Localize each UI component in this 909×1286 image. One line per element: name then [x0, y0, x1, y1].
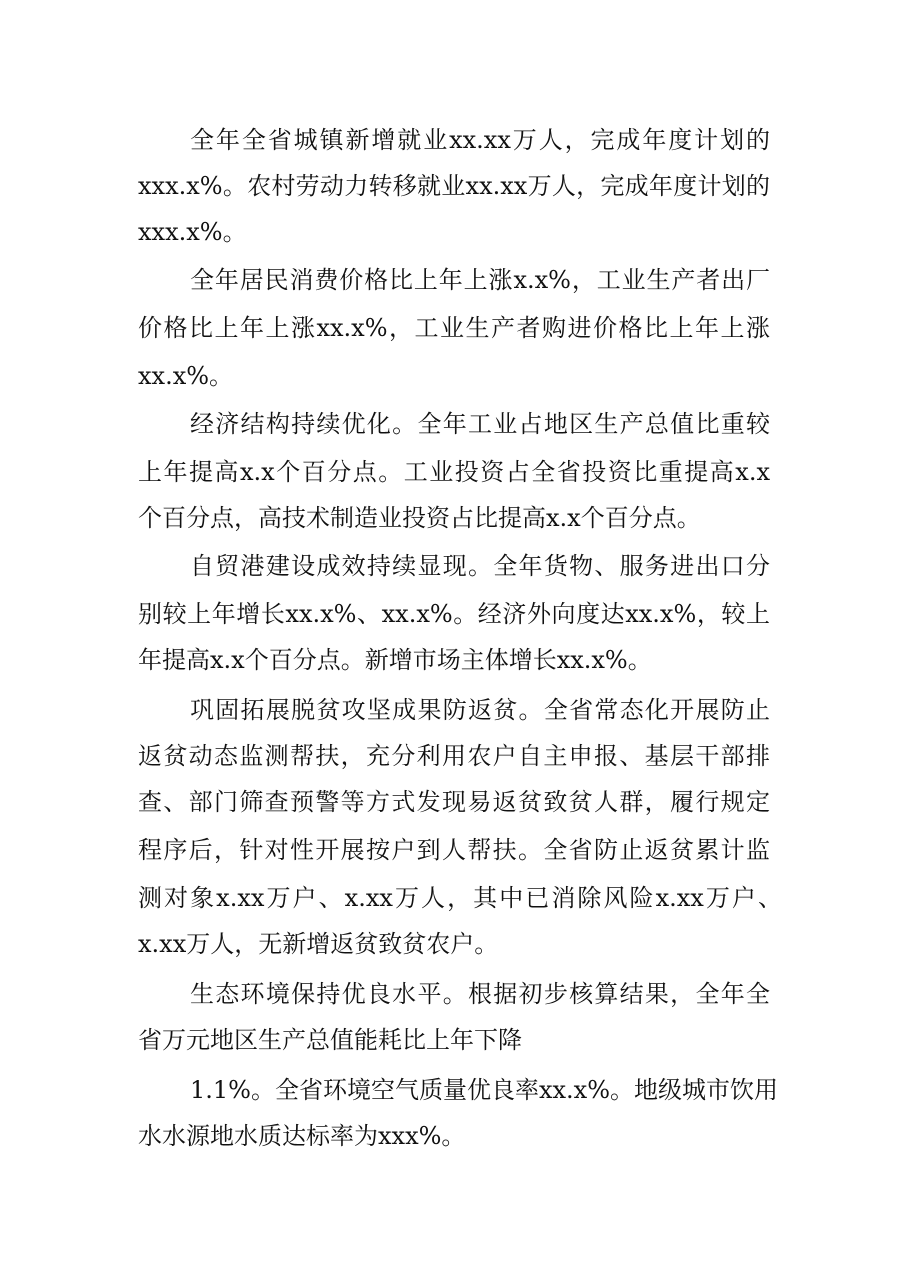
text-line: 巩固拓展脱贫攻坚成果防返贫。全省常态化开展防止: [190, 696, 770, 724]
text-line: 价格比上年上涨xx.x%，工业生产者购进价格比上年上涨: [138, 314, 770, 342]
text-line: xxx.x%。: [138, 218, 247, 246]
text-line: 省万元地区生产总值能耗比上年下降: [138, 1026, 522, 1054]
text-line: 全年居民消费价格比上年上涨x.x%，工业生产者出厂: [190, 266, 770, 294]
text-line: 返贫动态监测帮扶，充分利用农户自主申报、基层干部排: [138, 742, 770, 770]
text-line: 别较上年增长xx.x%、xx.x%。经济外向度达xx.x%，较上: [138, 600, 770, 628]
text-line: 个百分点，高技术制造业投资占比提高x.x个百分点。: [138, 504, 701, 532]
text-line: 程序后，针对性开展按户到人帮扶。全省防止返贫累计监: [138, 836, 770, 864]
text-line: 自贸港建设成效持续显现。全年货物、服务进出口分: [190, 552, 770, 580]
text-line: 水水源地水质达标率为xxx%。: [138, 1122, 466, 1150]
text-line: 查、部门筛查预警等方式发现易返贫致贫人群，履行规定: [138, 788, 770, 816]
text-line: 上年提高x.x个百分点。工业投资占全省投资比重提高x.x: [138, 458, 770, 486]
text-line: 测对象x.xx万户、x.xx万人，其中已消除风险x.xx万户、: [138, 884, 782, 912]
text-line: 全年全省城镇新增就业xx.xx万人，完成年度计划的: [190, 126, 770, 154]
text-line: 生态环境保持优良水平。根据初步核算结果，全年全: [190, 980, 770, 1008]
text-line: x.xx万人，无新增返贫致贫农户。: [138, 930, 499, 958]
text-line: 1.1%。全省环境空气质量优良率xx.x%。地级城市饮用: [190, 1076, 779, 1104]
text-line: xx.x%。: [138, 362, 234, 390]
text-line: 经济结构持续优化。全年工业占地区生产总值比重较: [190, 410, 770, 438]
text-line: xxx.x%。农村劳动力转移就业xx.xx万人，完成年度计划的: [138, 172, 770, 200]
text-line: 年提高x.x个百分点。新增市场主体增长xx.x%。: [138, 646, 652, 674]
